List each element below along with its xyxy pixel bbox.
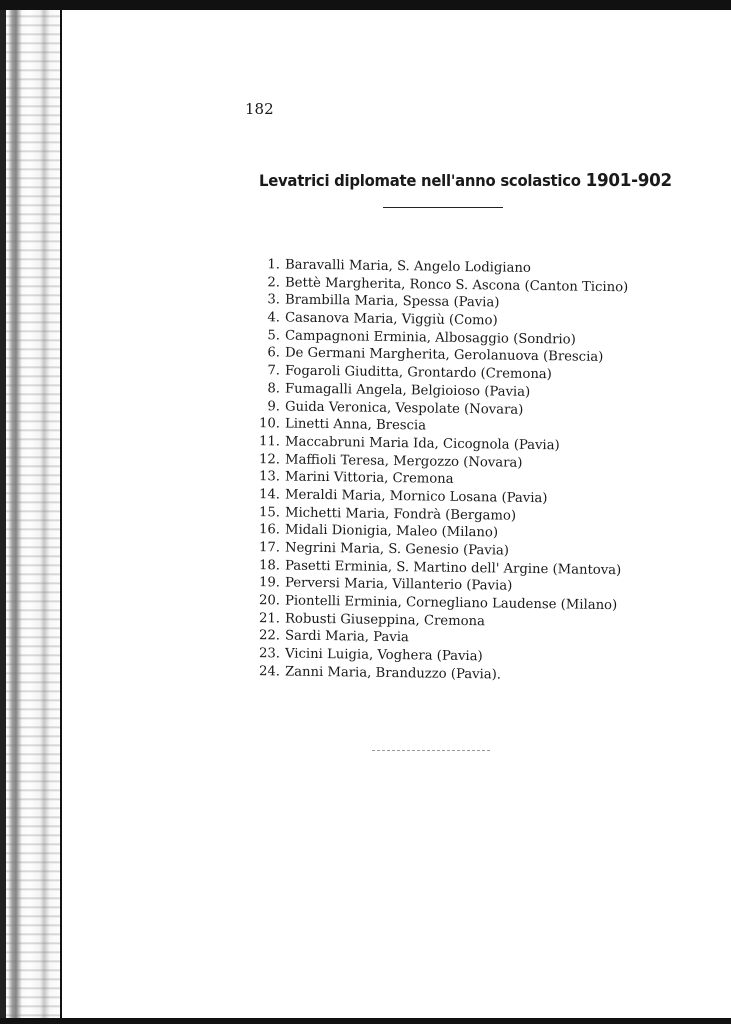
title-text: Levatrici diplomate nell'anno scolastico [259,171,581,190]
binding-gutter-line [60,0,62,1024]
list-item-text: Guida Veronica, Vespolate (Novara) [284,398,524,418]
list-item-text: Vicini Luigia, Voghera (Pavia) [284,646,483,665]
list-item-number: 14. [258,487,281,503]
list-item-text: Maccabruni Maria Ida, Cicognola (Pavia) [284,434,560,454]
scan-bottom-border [0,1018,731,1024]
list-item-text: Brambilla Maria, Spessa (Pavia) [284,292,500,311]
list-item-text: Maffioli Teresa, Mergozzo (Novara) [284,452,523,471]
list-item-number: 3. [267,292,281,308]
list-item-text: Baravalli Maria, S. Angelo Lodigiano [284,257,531,276]
list-item-number: 11. [258,434,281,450]
list-item-number: 8. [267,381,281,397]
list-item-number: 13. [258,469,281,485]
list-item-text: Zanni Maria, Branduzzo (Pavia). [284,664,502,683]
list-item-text: Fogaroli Giuditta, Grontardo (Cremona) [284,363,552,383]
scan-top-border [0,0,731,10]
list-item-text: Michetti Maria, Fondrà (Bergamo) [284,505,517,524]
list-item-number: 19. [258,575,281,591]
list-item-text: Sardi Maria, Pavia [284,628,409,646]
list-item-number: 15. [258,504,281,521]
page-number: 182 [245,100,274,118]
page-title [259,170,672,191]
list-item-text: De Germani Margherita, Gerolanuova (Brescia) [284,345,604,366]
list-item-number: 17. [258,540,281,556]
end-dash-ornament [372,750,490,751]
list-item-number: 24. [258,663,281,680]
list-item-number: 12. [258,451,281,467]
list-item-number: 4. [267,310,281,326]
list-item-text: Fumagalli Angela, Belgioioso (Pavia) [284,381,531,400]
list-item-number: 21. [258,610,281,627]
list-item-number: 23. [258,646,281,662]
list-item-number: 1. [267,257,281,273]
book-binding-shadow [0,0,62,1024]
list-item-text: Piontelli Erminia, Cornegliano Laudense (Milano) [284,593,618,614]
list-item-number: 7. [267,363,281,379]
list-item-text: Negrini Maria, S. Genesio (Pavia) [284,540,510,559]
list-item-text: Marini Vittoria, Cremona [284,469,454,488]
list-item-number: 16. [258,522,281,538]
list-item-number: 6. [267,345,281,361]
list-item-number: 22. [258,628,281,644]
list-item-text: Campagnoni Erminia, Albosaggio (Sondrio) [284,328,576,348]
title-underline-rule [383,207,503,208]
list-item-number: 18. [258,557,281,574]
list-item-text: Meraldi Maria, Mornico Losana (Pavia) [284,487,548,507]
midwives-list [250,256,628,681]
binding-edge [0,0,6,1024]
list-item-text: Perversi Maria, Villanterio (Pavia) [284,575,513,595]
list-item-text: Linetti Anna, Brescia [284,416,427,434]
list-item-text: Casanova Maria, Viggiù (Como) [284,310,498,329]
list-item-text: Pasetti Erminia, S. Martino dell' Argine (Mantova) [284,558,622,578]
title-year: 1901-902 [585,170,672,191]
list-item-text: Midali Dionigia, Maleo (Milano) [284,522,499,541]
list-item-number: 9. [267,398,281,414]
list-item-text: Bettè Margherita, Ronco S. Ascona (Canton Ticino) [284,275,629,295]
list-item-number: 10. [258,416,281,432]
list-item-text: Robusti Giuseppina, Cremona [284,611,486,630]
list-item-number: 5. [267,327,281,344]
list-item-number: 20. [258,593,281,609]
list-item-number: 2. [267,274,281,291]
